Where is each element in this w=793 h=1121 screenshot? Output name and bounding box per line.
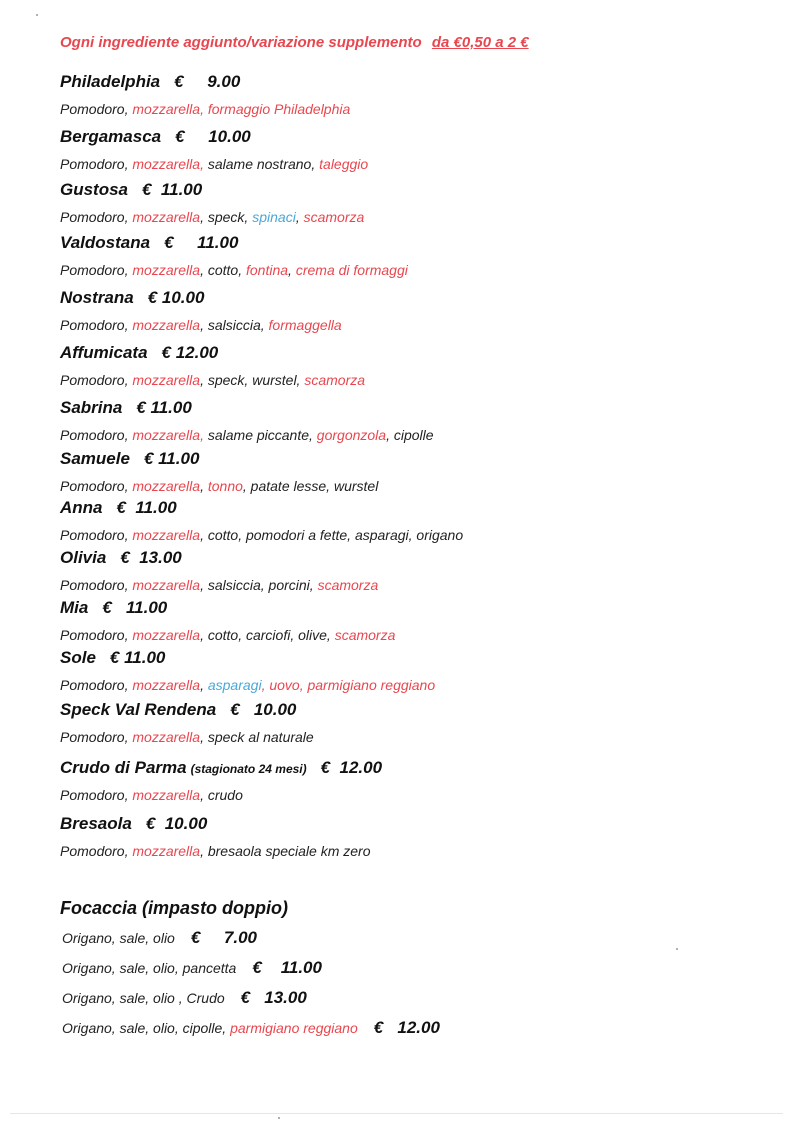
focaccia-item <box>62 958 322 978</box>
menu-item <box>60 648 435 693</box>
focaccia-item <box>62 928 257 948</box>
ingredient-text: Pomodoro, <box>60 427 133 443</box>
menu-item <box>60 127 368 172</box>
menu-item-title <box>60 233 408 253</box>
supplement-notice-text: Ogni ingrediente aggiunto/variazione supplemento <box>60 34 422 51</box>
ingredient-text: Pomodoro, <box>60 156 133 172</box>
menu-item-name: Gustosa <box>60 180 129 199</box>
ingredient-text: Pomodoro, <box>60 577 133 593</box>
menu-item-ingredients <box>60 627 395 643</box>
menu-item-name: Nostrana <box>60 288 134 307</box>
menu-item-title <box>60 72 350 92</box>
menu-item <box>60 398 434 443</box>
focaccia-price: € 13.00 <box>240 988 307 1007</box>
ingredient-text: mozzarella <box>132 577 201 593</box>
menu-item-title <box>60 700 314 720</box>
ingredient-text: mozzarella <box>132 478 201 494</box>
menu-item-name: Valdostana <box>60 233 151 252</box>
ingredient-text: fontina <box>246 262 289 278</box>
focaccia-ingredients: Origano, sale, olio, cipolle, <box>62 1020 231 1036</box>
scan-speck <box>36 14 38 16</box>
ingredient-text: mozzarella <box>132 627 201 643</box>
ingredient-text: , salsiccia, porcini, <box>200 577 318 593</box>
menu-item-ingredients <box>60 527 463 543</box>
ingredient-text: taleggio <box>319 156 369 172</box>
ingredient-text: , crudo <box>200 787 243 803</box>
menu-item-price: € 13.00 <box>120 548 182 567</box>
menu-item-price: € 9.00 <box>174 72 241 91</box>
ingredient-text: Pomodoro, <box>60 101 133 117</box>
menu-item-name: Samuele <box>60 449 130 468</box>
menu-item-title <box>60 127 368 147</box>
menu-item-name: Sole <box>60 648 96 667</box>
menu-item-name: Crudo di Parma <box>60 758 187 777</box>
menu-item-title <box>60 598 395 618</box>
ingredient-text: mozzarella <box>132 729 201 745</box>
menu-item-ingredients <box>60 577 378 593</box>
menu-item-ingredients <box>60 317 342 333</box>
ingredient-text: mozzarella <box>132 372 201 388</box>
ingredient-text: mozzarella <box>132 787 201 803</box>
ingredient-text: salame nostrano, <box>207 156 320 172</box>
ingredient-text: scamorza <box>317 577 379 593</box>
ingredient-text: mozzarella <box>132 843 201 859</box>
focaccia-ingredients: parmigiano reggiano <box>230 1020 358 1036</box>
scan-speck <box>278 1117 280 1119</box>
ingredient-text: spinaci <box>252 209 296 225</box>
menu-item <box>60 233 408 278</box>
focaccia-item <box>62 1018 440 1038</box>
ingredient-text: crema di formaggi <box>295 262 408 278</box>
menu-item-title <box>60 498 463 518</box>
menu-item <box>60 288 342 333</box>
ingredient-text: , speck, <box>200 209 253 225</box>
menu-item-name: Olivia <box>60 548 107 567</box>
ingredient-text: Pomodoro, <box>60 317 133 333</box>
menu-item-ingredients <box>60 209 364 225</box>
ingredient-text: formaggella <box>268 317 342 333</box>
ingredient-text: asparagi <box>207 677 262 693</box>
menu-item-ingredients <box>60 156 368 172</box>
menu-item <box>60 449 378 494</box>
menu-item-title <box>60 758 382 778</box>
menu-item <box>60 814 371 859</box>
menu-item <box>60 498 463 543</box>
ingredient-text: scamorza <box>303 209 365 225</box>
ingredient-text: , cotto, pomodori a fette, asparagi, origano <box>200 527 464 543</box>
ingredient-text: scamorza <box>334 627 396 643</box>
ingredient-text: Pomodoro, <box>60 677 133 693</box>
focaccia-ingredients: Origano, sale, olio , Crudo <box>62 990 225 1006</box>
ingredient-text: mozzarella, <box>132 427 208 443</box>
ingredient-text: mozzarella <box>132 527 201 543</box>
menu-item-ingredients <box>60 101 350 117</box>
menu-item-ingredients <box>60 787 382 803</box>
ingredient-text: , cotto, carciofi, olive, <box>200 627 335 643</box>
menu-item <box>60 598 395 643</box>
focaccia-title: Focaccia (impasto doppio) <box>60 898 289 918</box>
menu-item-ingredients <box>60 677 435 693</box>
focaccia-price: € 12.00 <box>373 1018 440 1037</box>
menu-item-price: € 11.00 <box>164 233 239 252</box>
ingredient-text: , patate lesse, wurstel <box>242 478 379 494</box>
focaccia-item <box>62 988 307 1008</box>
menu-item-name: Philadelphia <box>60 72 161 91</box>
page-edge-line <box>10 1113 783 1114</box>
focaccia-price: € 7.00 <box>190 928 258 947</box>
menu-item-title <box>60 343 365 363</box>
menu-item-title <box>60 548 378 568</box>
menu-item-note: (stagionato 24 mesi) <box>190 762 307 776</box>
menu-item-price: € 11.00 <box>116 498 177 517</box>
menu-item <box>60 72 350 117</box>
ingredient-text: Pomodoro, <box>60 527 133 543</box>
scan-speck <box>676 948 678 950</box>
ingredient-text: , uovo, parmigiano reggiano <box>261 677 436 693</box>
ingredient-text: Pomodoro, <box>60 209 133 225</box>
focaccia-price: € 11.00 <box>252 958 322 977</box>
menu-item-name: Mia <box>60 598 89 617</box>
supplement-notice <box>60 34 529 51</box>
menu-item-name: Affumicata <box>60 343 148 362</box>
ingredient-text: , cipolle <box>386 427 434 443</box>
menu-item-title <box>60 648 435 668</box>
menu-item-price: € 10.00 <box>230 700 297 719</box>
menu-item <box>60 180 364 225</box>
menu-item <box>60 758 382 803</box>
menu-item-title <box>60 180 364 200</box>
ingredient-text: Pomodoro, <box>60 478 133 494</box>
menu-item-price: € 11.00 <box>143 449 200 468</box>
menu-item <box>60 548 378 593</box>
menu-item-price: € 11.00 <box>102 598 168 617</box>
menu-item-price: € 12.00 <box>320 758 383 777</box>
menu-item-title <box>60 288 342 308</box>
ingredient-text: Pomodoro, <box>60 843 133 859</box>
ingredient-text: , cotto, <box>200 262 246 278</box>
ingredient-text: , <box>200 677 208 693</box>
ingredient-text: mozzarella <box>132 209 201 225</box>
ingredient-text: Pomodoro, <box>60 787 133 803</box>
ingredient-text: Pomodoro, <box>60 729 133 745</box>
menu-item-price: € 11.00 <box>136 398 192 417</box>
ingredient-text: gorgonzola <box>316 427 387 443</box>
ingredient-text: Pomodoro, <box>60 262 133 278</box>
menu-item-title <box>60 814 371 834</box>
menu-item <box>60 700 314 745</box>
ingredient-text: Pomodoro, <box>60 372 133 388</box>
menu-item-ingredients <box>60 262 408 278</box>
ingredient-text: , speck al naturale <box>200 729 314 745</box>
ingredient-text: , <box>295 209 304 225</box>
menu-item-price: € 11.00 <box>109 648 166 667</box>
menu-item-ingredients <box>60 478 378 494</box>
menu-item <box>60 343 365 388</box>
menu-item-price: € 11.00 <box>142 180 203 199</box>
menu-item-price: € 10.00 <box>175 127 251 146</box>
ingredient-text: scamorza <box>304 372 366 388</box>
menu-item-name: Anna <box>60 498 103 517</box>
menu-item-name: Bresaola <box>60 814 132 833</box>
supplement-range: da €0,50 a 2 € <box>431 34 529 51</box>
ingredient-text: mozzarella <box>132 262 201 278</box>
ingredient-text: mozzarella <box>132 317 201 333</box>
ingredient-text: mozzarella <box>132 677 201 693</box>
ingredient-text: , <box>200 478 208 494</box>
ingredient-text: Pomodoro, <box>60 627 133 643</box>
ingredient-text: tonno <box>207 478 243 494</box>
menu-item-name: Speck Val Rendena <box>60 700 217 719</box>
menu-item-ingredients <box>60 427 434 443</box>
ingredient-text: , salsiccia, <box>200 317 269 333</box>
ingredient-text: mozzarella, formaggio Philadelphia <box>132 101 351 117</box>
ingredient-text: salame piccante, <box>207 427 317 443</box>
menu-item-ingredients <box>60 372 365 388</box>
menu-item-name: Bergamasca <box>60 127 162 146</box>
focaccia-ingredients: Origano, sale, olio <box>62 930 175 946</box>
menu-item-price: € 10.00 <box>147 288 205 307</box>
menu-item-ingredients <box>60 843 371 859</box>
menu-item-name: Sabrina <box>60 398 123 417</box>
menu-item-price: € 12.00 <box>161 343 219 362</box>
focaccia-ingredients: Origano, sale, olio, pancetta <box>62 960 237 976</box>
menu-item-title <box>60 398 434 418</box>
ingredient-text: , bresaola speciale km zero <box>200 843 371 859</box>
ingredient-text: , speck, wurstel, <box>200 372 305 388</box>
menu-item-ingredients <box>60 729 314 745</box>
menu-item-title <box>60 449 378 469</box>
menu-item-price: € 10.00 <box>145 814 208 833</box>
ingredient-text: mozzarella, <box>132 156 208 172</box>
ingredient-text: , <box>288 262 296 278</box>
